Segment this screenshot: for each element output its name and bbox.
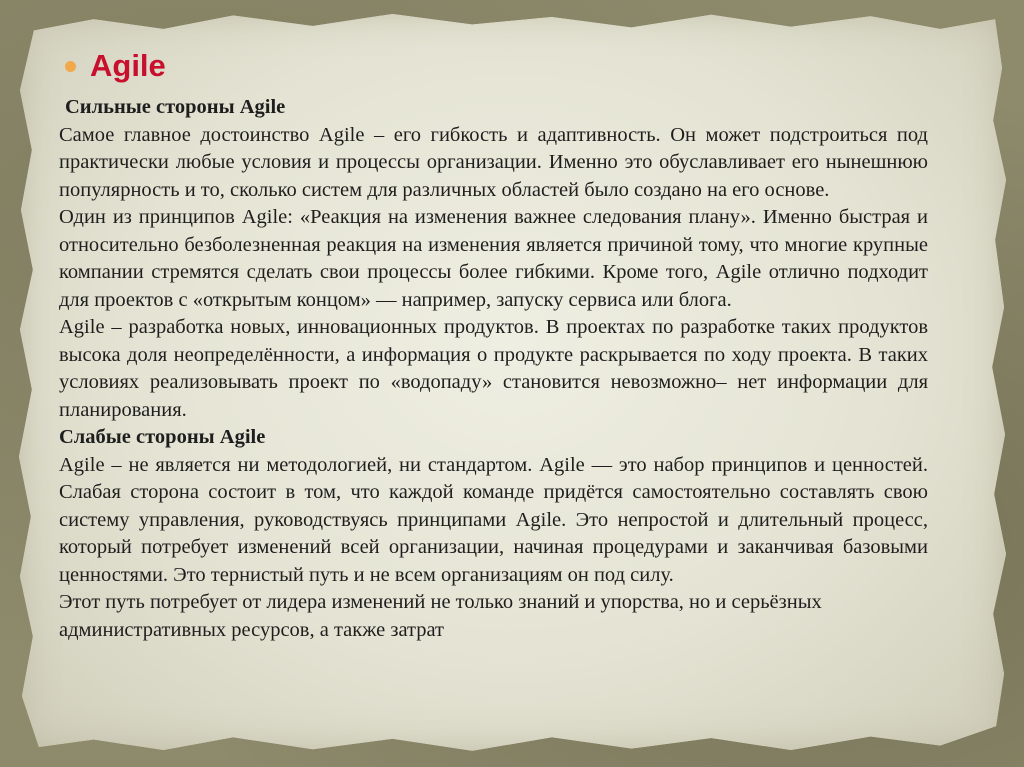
slide-content [59,44,928,644]
weaknesses-heading: Слабые стороны Agile [59,426,266,448]
slide-title: Agile [90,48,166,83]
strengths-paragraph-2: Один из принципов Agile: «Реакция на изменения важнее следования плану». Именно быстрая и относительно безболезненная реакция на изменения является причиной тому, что многие крупные компании стремятся сделать свои процессы более гибкими. Кроме того, Agile отлично подходит для проектов с «открытым концом» — например, запуску сервиса или блога. [59,206,928,311]
bullet-dot-icon [65,61,76,72]
strengths-paragraph-3: Agile – разработка новых, инновационных продуктов. В проектах по разработке таких продуктов высока доля неопределённости, а информация о продукте раскрывается по ходу проекта. В таких условиях реализовывать проект по «водопаду» становится невозможно– нет информации для планирования. [59,316,928,421]
strengths-paragraph-1: Самое главное достоинство Agile – его гибкость и адаптивность. Он может подстроиться под практически любые условия и процессы организации. Именно это обуславливает его нынешнюю популярность и то, сколько систем для различных областей было создано на его основе. [59,123,928,201]
weaknesses-paragraph-1: Agile – не является ни методологией, ни стандартом. Agile — это набор принципов и ценностей. Слабая сторона состоит в том, что каждой команде придётся самостоятельно составлять свою систему управления, руководствуясь принципами Agile. Это непростой и длительный процесс, который потребует изменений всей организации, начиная процедурами и заканчивая базовыми ценностями. Это тернистый путь и не всем организациям он под силу. [59,453,928,586]
slide-body [59,94,928,644]
weaknesses-paragraph-2: Этот путь потребует от лидера изменений не только знаний и упорства, но и серьёзных административных ресурсов, а также затрат [59,591,822,641]
title-row [65,44,928,88]
strengths-heading: Сильные стороны Agile [65,96,286,118]
